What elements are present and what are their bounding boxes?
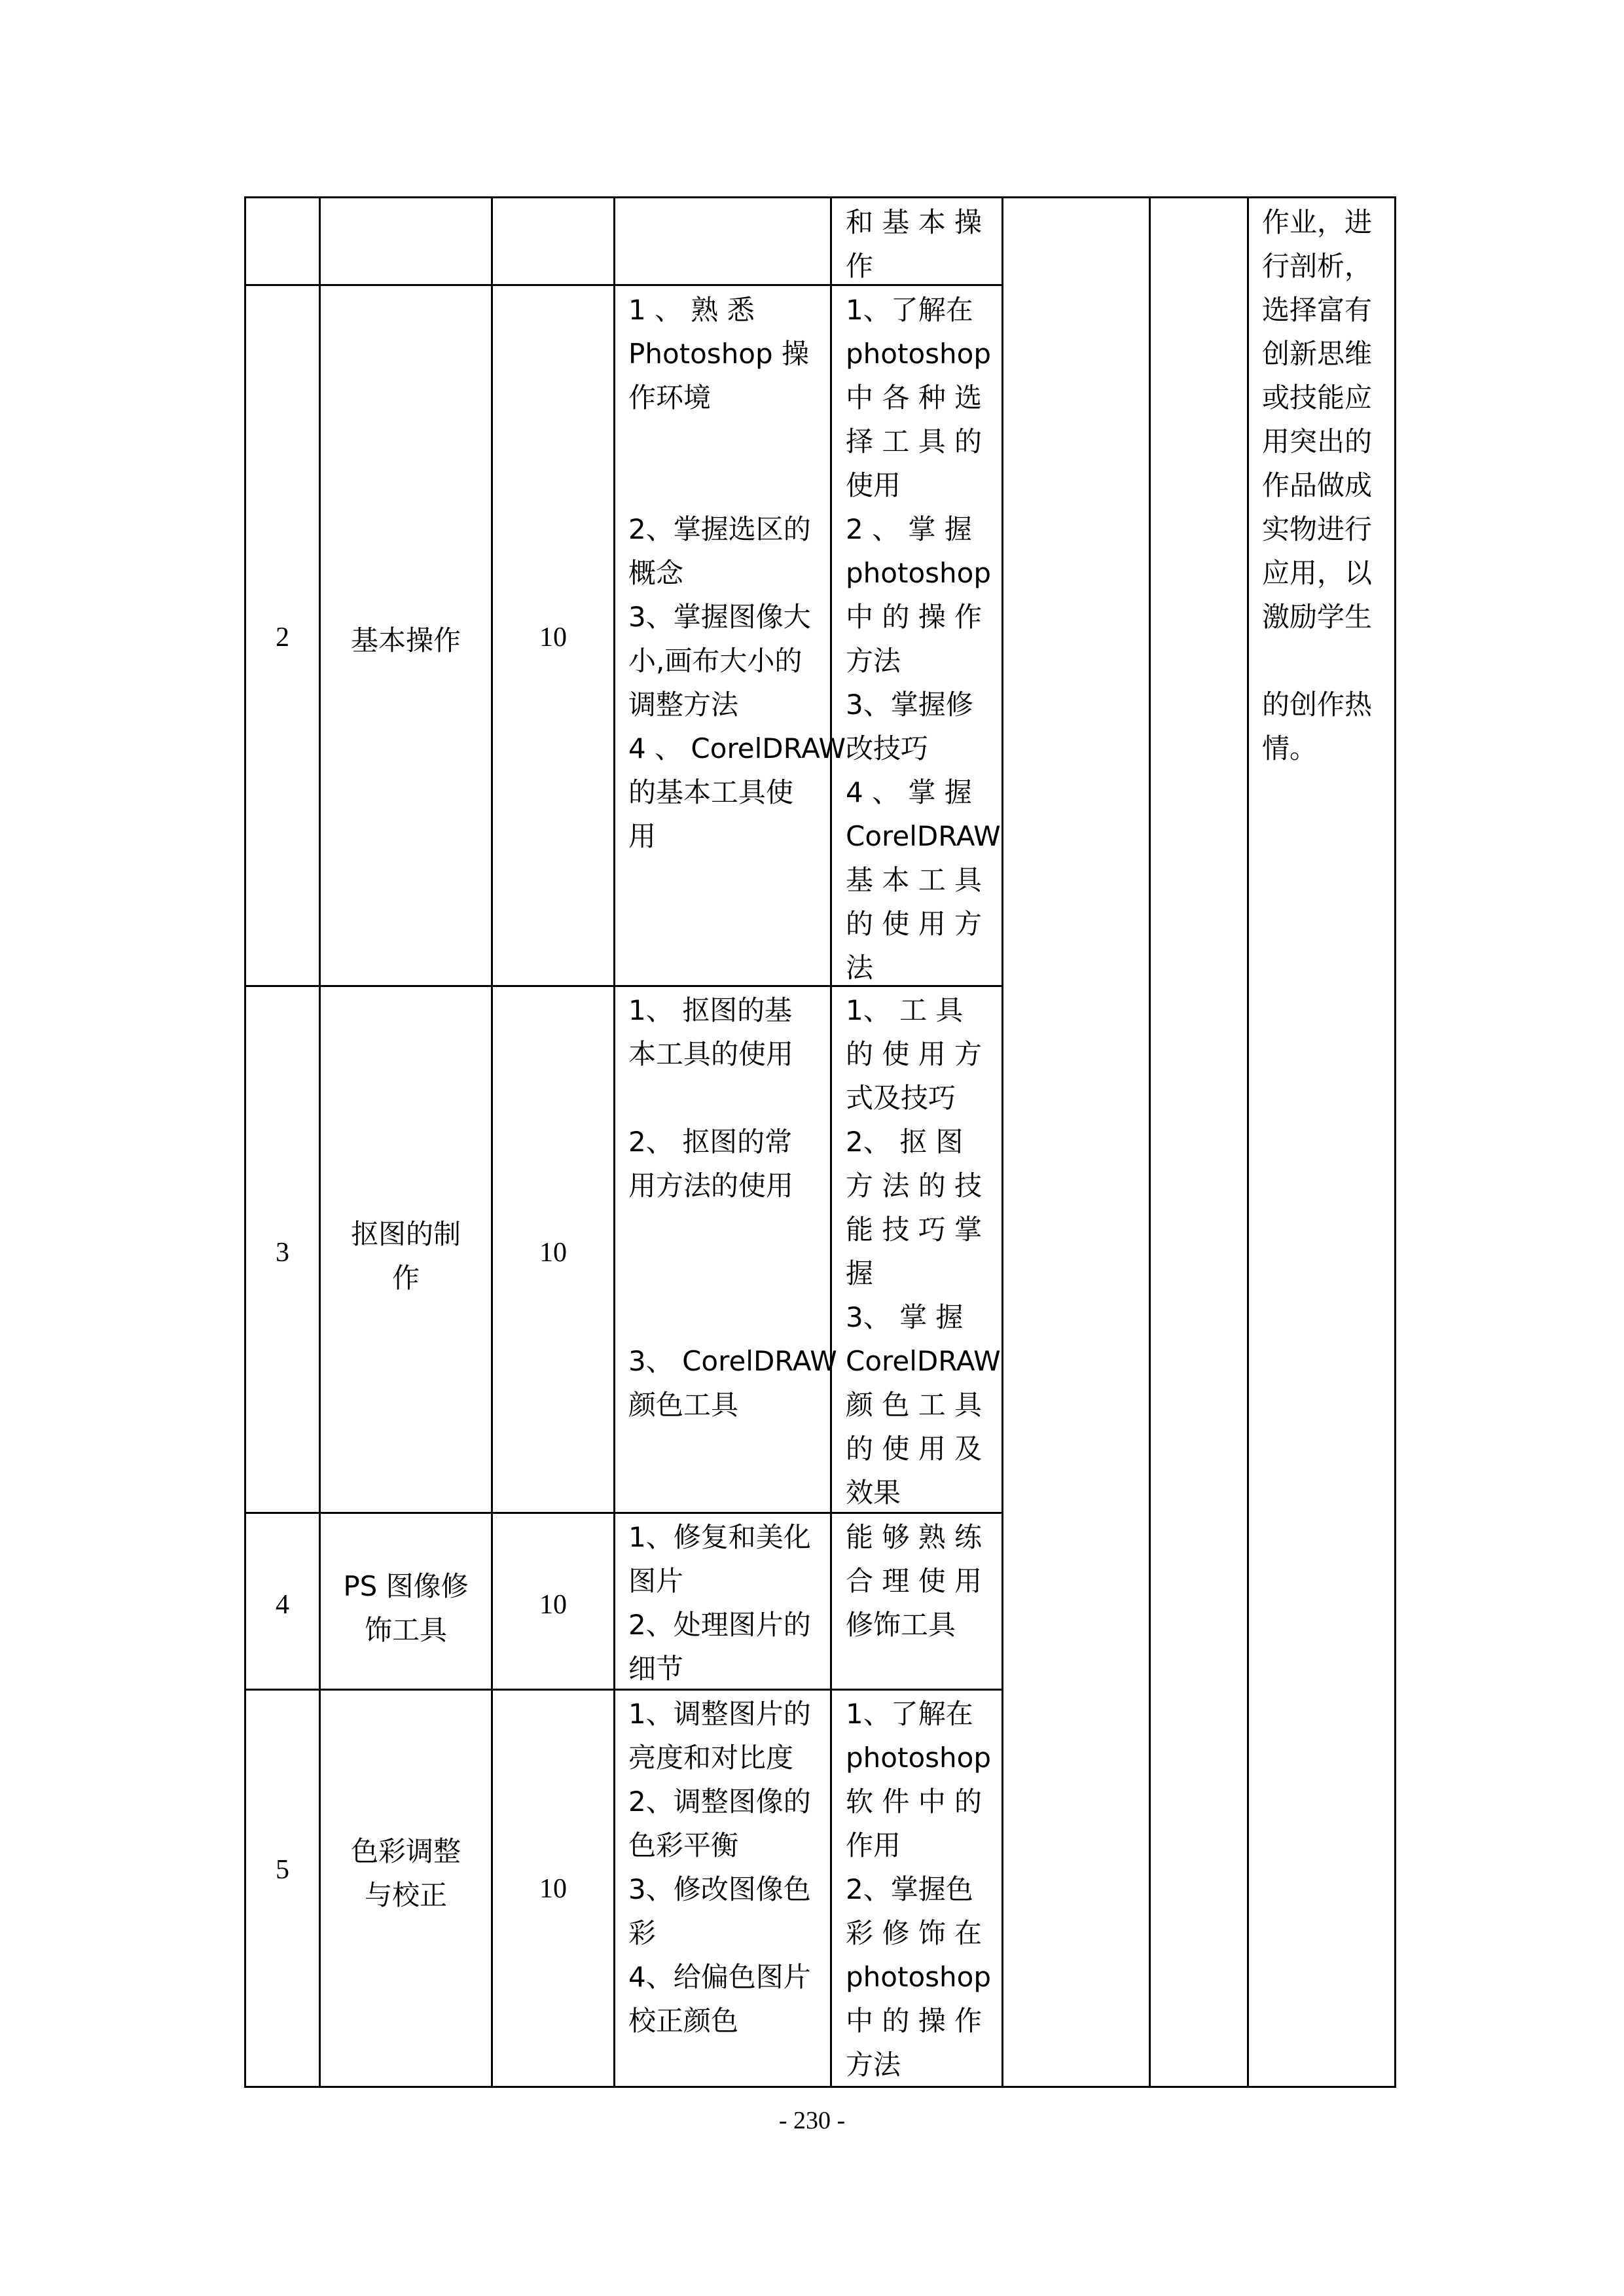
row-2-content-line-2: Photoshop 操: [628, 338, 810, 370]
row-3-goal-line-8: 3、 掌 握: [846, 1301, 964, 1333]
row-2-goal-line-4: 择 工 具 的: [846, 425, 983, 457]
row-2-goal-line-5: 使用: [846, 469, 901, 501]
row-2-goal-line-6: 2 、 掌 握: [846, 513, 972, 545]
side-note-line-4: 创新思维: [1262, 338, 1373, 370]
side-note-line-9: 应用，以: [1262, 557, 1373, 589]
row-2-hours: 10: [539, 622, 567, 653]
row-3-content-line-4: 2、 抠图的常: [628, 1126, 793, 1158]
row-2-goal-line-15: 的 使 用 方: [846, 908, 983, 940]
row-2-goal-line-10: 3、掌握修: [846, 689, 973, 721]
row-2-content-line-11: 4 、 CorelDRAW: [628, 732, 846, 764]
row-3-goal-line-11: 的 使 用 及: [846, 1433, 983, 1465]
side-note-line-3: 选择富有: [1262, 294, 1373, 326]
col-border-2: [491, 196, 493, 2088]
row-4-hours: 10: [539, 1590, 567, 1620]
side-note-line-2: 行剖析，: [1262, 250, 1373, 282]
row-3-content-line-10: 颜色工具: [628, 1389, 739, 1421]
row-3-goal-line-2: 的 使 用 方: [846, 1038, 983, 1070]
row-3-goal-line-3: 式及技巧: [846, 1082, 956, 1114]
row-2-content-line-6: 2、掌握选区的: [628, 513, 811, 545]
row-5-content-line-5: 3、修改图像色: [628, 1873, 811, 1905]
row-3-content-line-5: 用方法的使用: [628, 1170, 794, 1202]
row-3-hours: 10: [539, 1238, 567, 1268]
page-number: - 230 -: [778, 2107, 846, 2134]
side-note-line-7: 作品做成: [1262, 469, 1373, 501]
row-2-goal-line-2: photoshop: [846, 338, 991, 370]
col-border-1: [319, 196, 321, 2088]
row-5-content-line-8: 校正颜色: [628, 2005, 739, 2037]
col-border-7: [1247, 196, 1249, 2088]
row-5-goal-line-7: photoshop: [846, 1961, 991, 1993]
row-5-content-line-7: 4、给偏色图片: [628, 1961, 811, 1993]
continuation-goal-line-1: 和 基 本 操: [846, 206, 983, 238]
side-note-line-10: 激励学生: [1262, 601, 1373, 633]
row-2-goal-line-14: 基 本 工 具: [846, 864, 983, 896]
row-4-content-line-1: 1、修复和美化: [628, 1521, 811, 1553]
side-note-line-6: 用突出的: [1262, 425, 1373, 457]
row-3-goal-line-6: 能 技 巧 掌: [846, 1213, 983, 1246]
row-2-content-line-10: 调整方法: [628, 689, 739, 721]
row-5-content-line-1: 1、调整图片的: [628, 1698, 811, 1730]
row-4-no: 4: [276, 1590, 289, 1620]
row-4-goal-line-2: 合 理 使 用: [846, 1565, 983, 1597]
row-2-goal-line-3: 中 各 种 选: [846, 382, 983, 414]
row-5-content-line-6: 彩: [628, 1917, 657, 1949]
row-3-goal-line-4: 2、 抠 图: [846, 1126, 964, 1158]
row-3-name-line-1: 抠图的制: [350, 1218, 461, 1250]
row-2-content-line-7: 概念: [628, 557, 684, 589]
row-4-content-line-2: 图片: [628, 1565, 684, 1597]
row-4-content-line-3: 2、处理图片的: [628, 1609, 811, 1641]
row-3-goal-line-12: 效果: [846, 1477, 901, 1509]
row-5-goal-line-9: 方法: [846, 2049, 901, 2081]
row-2-goal-line-12: 4 、 掌 握: [846, 776, 972, 808]
row-3-content-line-1: 1、 抠图的基: [628, 994, 793, 1026]
row-5-goal-line-3: 软 件 中 的: [846, 1785, 983, 1818]
row-5-goal-line-6: 彩 修 饰 在: [846, 1917, 983, 1949]
row-2-no: 2: [276, 622, 289, 653]
row-2-name: 基本操作: [350, 624, 461, 656]
side-note-line-12: 的创作热: [1262, 689, 1373, 721]
row-2-content-line-8: 3、掌握图像大: [628, 601, 811, 633]
col-border-4: [830, 196, 832, 2088]
row-2-goal-line-9: 方法: [846, 645, 901, 677]
row-4-name-line-2: 饰工具: [364, 1614, 447, 1646]
row-2-content-line-1: 1 、 熟 悉: [628, 294, 755, 326]
side-note-line-5: 或技能应: [1262, 382, 1373, 414]
col-border-5: [1001, 196, 1003, 2088]
row-5-name-line-2: 与校正: [364, 1879, 447, 1911]
col-border-3: [613, 196, 615, 2088]
side-note-line-8: 实物进行: [1262, 513, 1373, 545]
row-2-content-line-12: 的基本工具使: [628, 776, 794, 808]
row-4-goal-line-3: 修饰工具: [846, 1609, 956, 1641]
row-3-goal-line-5: 方 法 的 技: [846, 1170, 983, 1202]
row-5-goal-line-1: 1、了解在: [846, 1698, 973, 1730]
row-3-name-line-2: 作: [391, 1262, 420, 1294]
row-3-goal-line-1: 1、 工 具: [846, 994, 964, 1026]
row-border-bottom: [244, 2086, 1396, 2088]
row-2-goal-line-16: 法: [846, 952, 874, 984]
row-2-goal-line-8: 中 的 操 作: [846, 601, 983, 633]
col-border-6: [1149, 196, 1151, 2088]
side-note-line-13: 情。: [1262, 732, 1318, 764]
row-5-goal-line-8: 中 的 操 作: [846, 2005, 983, 2037]
row-5-content-line-3: 2、调整图像的: [628, 1785, 811, 1818]
row-2-content-line-13: 用: [628, 820, 657, 852]
row-border-2: [244, 985, 1003, 987]
row-3-no: 3: [276, 1238, 289, 1268]
continuation-goal-line-2: 作: [846, 250, 874, 282]
row-2-content-line-9: 小,画布大小的: [628, 645, 803, 677]
row-5-content-line-2: 亮度和对比度: [628, 1742, 794, 1774]
col-border-8: [1394, 196, 1396, 2088]
row-2-goal-line-1: 1、了解在: [846, 294, 973, 326]
row-border-4: [244, 1689, 1003, 1691]
row-5-goal-line-5: 2、掌握色: [846, 1873, 973, 1905]
row-4-name-line-1: PS 图像修: [343, 1570, 469, 1602]
row-3-content-line-2: 本工具的使用: [628, 1038, 794, 1070]
row-border-1: [244, 284, 1003, 286]
row-2-goal-line-7: photoshop: [846, 557, 991, 589]
row-2-goal-line-11: 改技巧: [846, 732, 929, 764]
row-3-goal-line-10: 颜 色 工 具: [846, 1389, 983, 1421]
row-4-content-line-4: 细节: [628, 1653, 684, 1685]
row-5-no: 5: [276, 1855, 289, 1885]
row-5-goal-line-2: photoshop: [846, 1742, 991, 1774]
col-border-0: [244, 196, 246, 2088]
row-5-goal-line-4: 作用: [846, 1829, 901, 1861]
row-5-hours: 10: [539, 1874, 567, 1904]
row-5-name-line-1: 色彩调整: [350, 1835, 461, 1867]
row-3-goal-line-9: CorelDRAW: [846, 1345, 1001, 1377]
row-2-goal-line-13: CorelDRAW: [846, 820, 1001, 852]
row-4-goal-line-1: 能 够 熟 练: [846, 1521, 983, 1553]
row-2-content-line-3: 作环境: [628, 382, 712, 414]
side-note-line-1: 作业，进: [1262, 206, 1373, 238]
row-3-content-line-9: 3、 CorelDRAW: [628, 1345, 837, 1377]
row-border-top: [244, 196, 1396, 198]
row-3-goal-line-7: 握: [846, 1257, 874, 1289]
row-5-content-line-4: 色彩平衡: [628, 1829, 739, 1861]
